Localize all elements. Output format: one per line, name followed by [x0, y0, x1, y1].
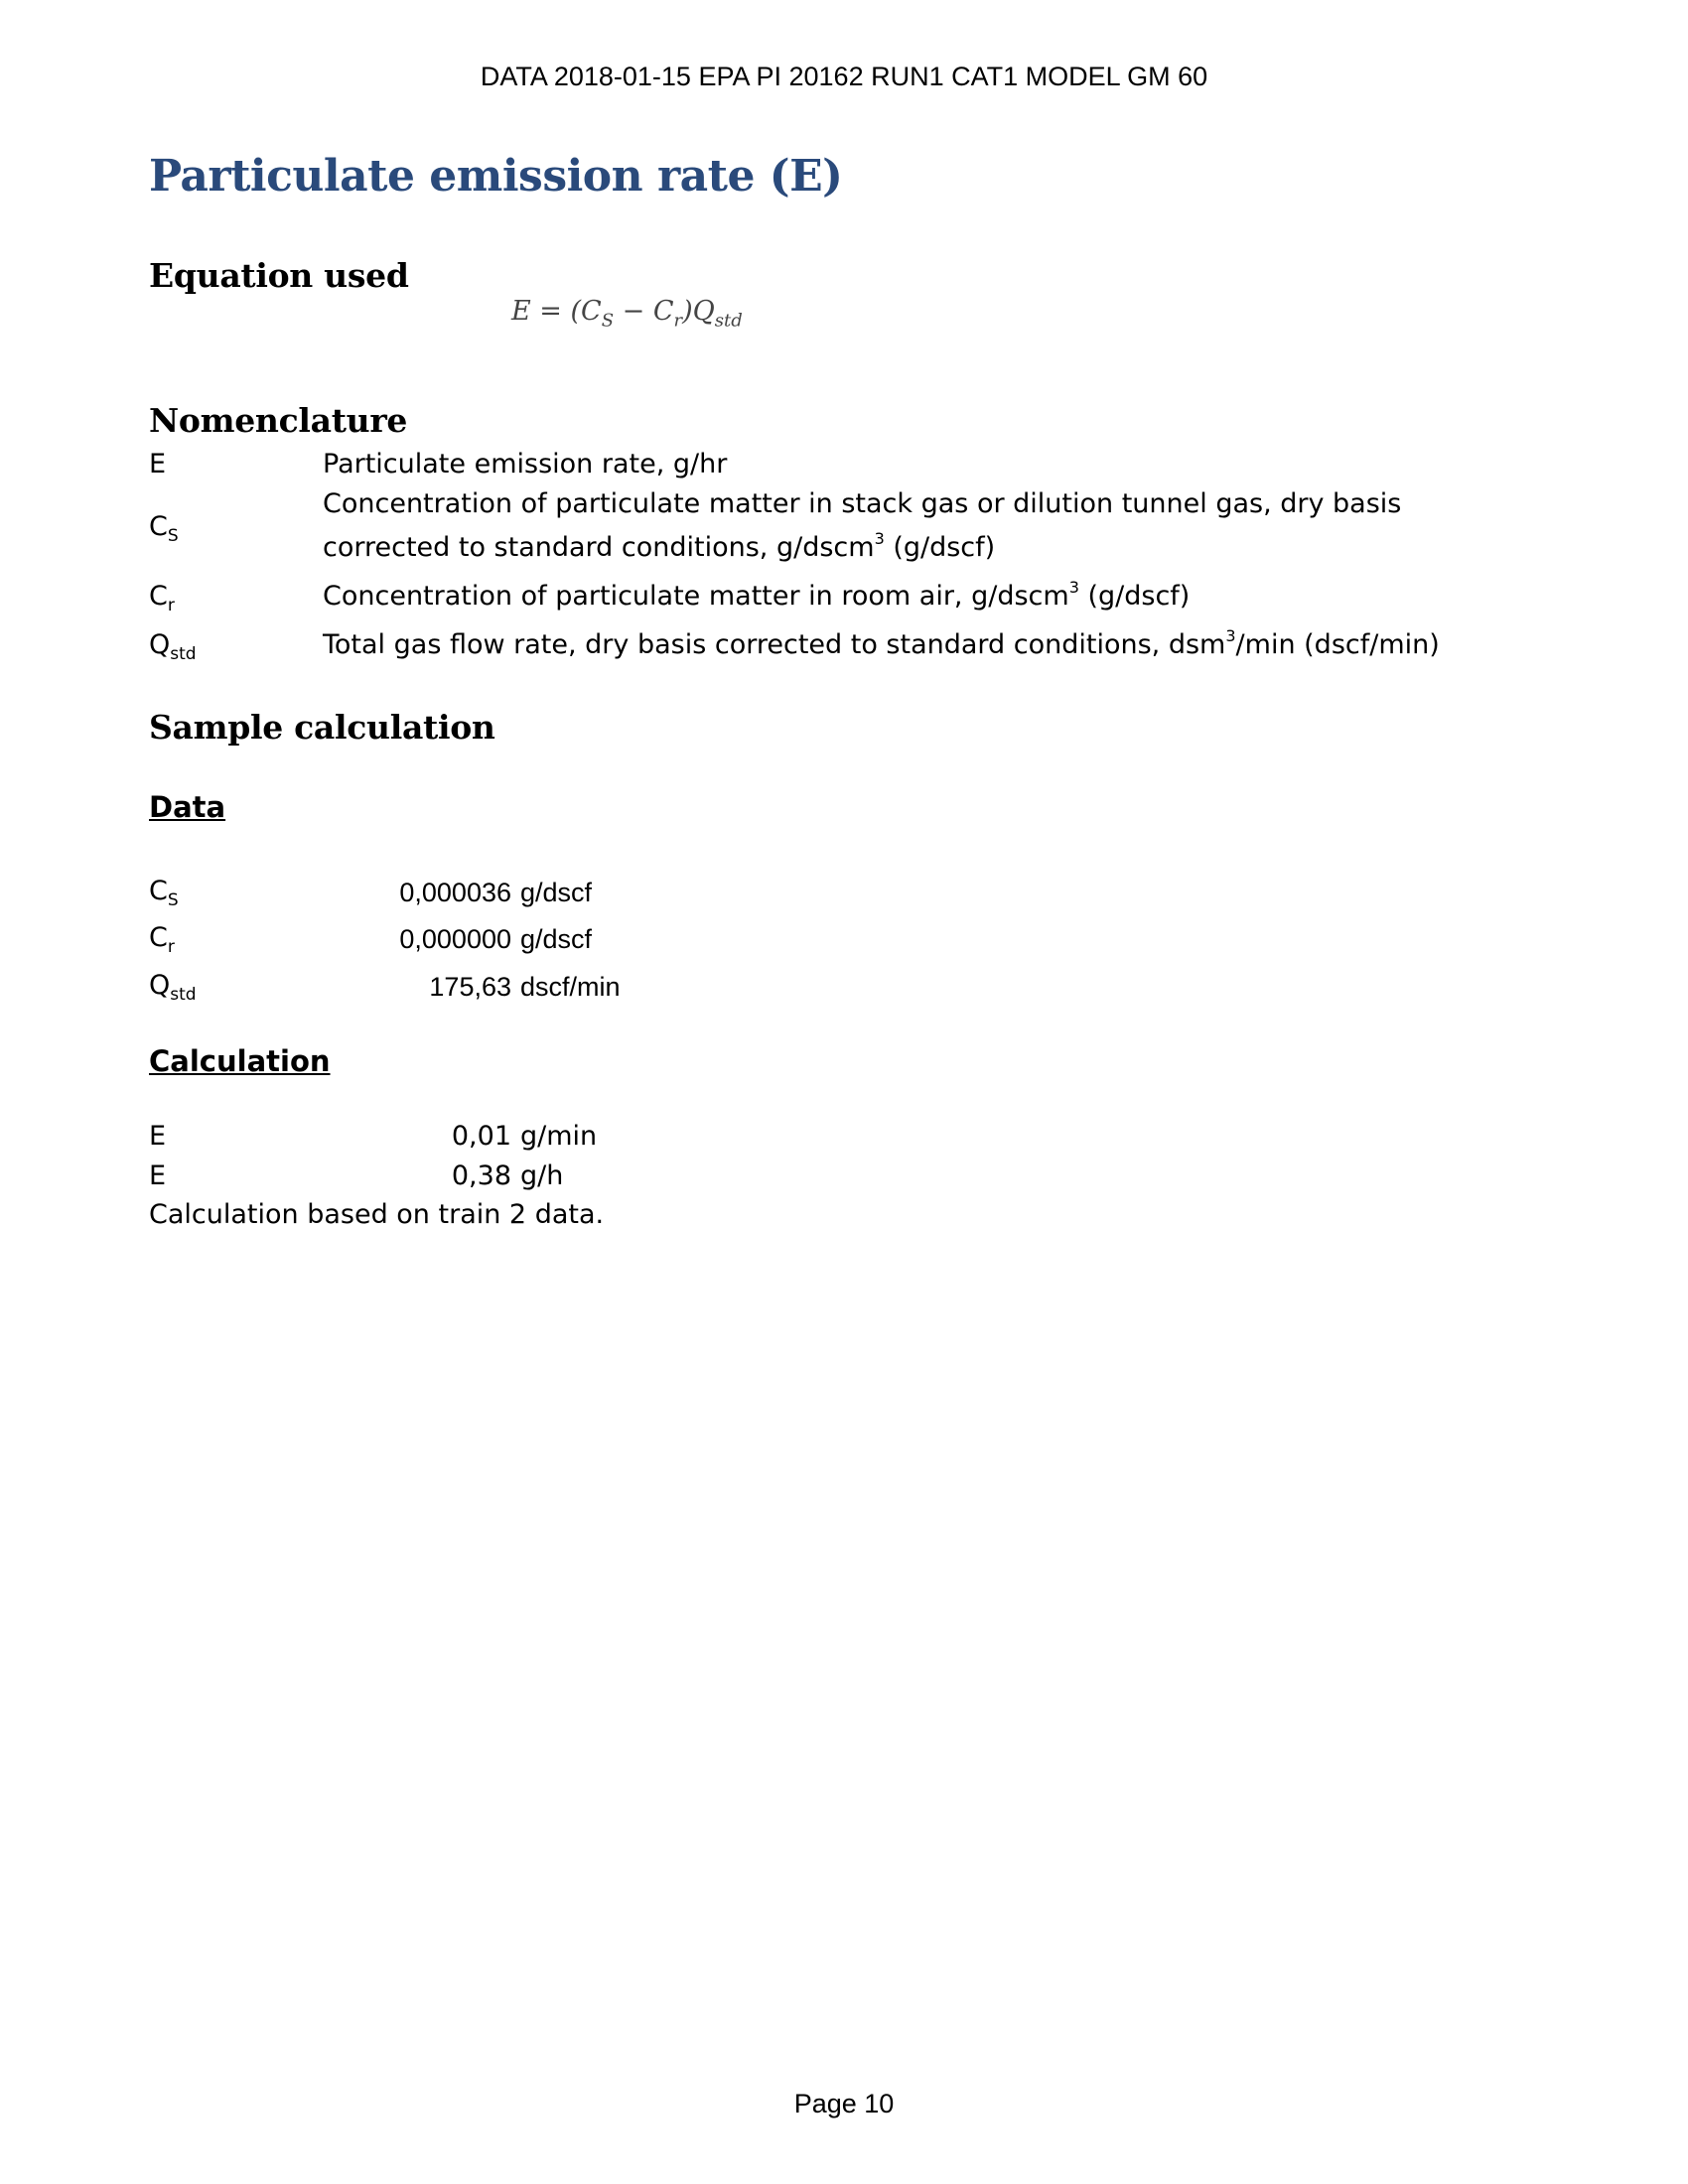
symbol-subscript: S: [167, 890, 179, 910]
nomenclature-description: [323, 529, 996, 563]
desc-superscript: 3: [1225, 626, 1236, 645]
eq-part: E = (C: [511, 296, 602, 327]
desc-text: Concentration of particulate matter in room air, g/dscm: [323, 581, 1069, 612]
symbol-letter: C: [149, 922, 168, 953]
nomenclature-symbol: [149, 629, 197, 664]
symbol-subscript: std: [170, 985, 197, 1005]
data-subheading: Data: [149, 790, 226, 824]
nomenclature-symbol: [149, 511, 179, 546]
data-unit: dscf/min: [520, 972, 621, 1002]
symbol-letter: C: [149, 581, 168, 612]
data-unit: g/dscf: [520, 878, 593, 907]
data-symbol: [149, 922, 175, 957]
calculation-note: Calculation based on train 2 data.: [149, 1199, 605, 1230]
eq-part: )Q: [682, 296, 715, 327]
desc-text: corrected to standard conditions, g/dscm: [323, 532, 875, 563]
eq-sub: S: [601, 310, 615, 332]
desc-text: (g/dscf): [1078, 581, 1191, 612]
sample-calculation-heading: Sample calculation: [149, 708, 495, 747]
desc-text: /min (dscf/min): [1235, 629, 1440, 660]
nomenclature-description: [323, 626, 1440, 660]
eq-sub: std: [714, 310, 743, 332]
calc-symbol: E: [149, 1160, 167, 1191]
nomenclature-symbol: [149, 581, 175, 615]
data-value: 0,000036: [399, 878, 511, 907]
calc-unit: g/min: [520, 1121, 598, 1152]
symbol-letter: Q: [149, 970, 171, 1001]
nomenclature-description: [323, 578, 1191, 612]
calc-value: 0,01: [451, 1121, 511, 1152]
symbol-subscript: r: [167, 596, 175, 615]
desc-superscript: 3: [1068, 578, 1079, 597]
calc-symbol: E: [149, 1121, 167, 1152]
symbol-letter: C: [149, 876, 168, 906]
nomenclature-symbol: [149, 449, 166, 479]
symbol-subscript: r: [167, 937, 175, 957]
page-number: Page 10: [793, 2089, 895, 2118]
data-value: 0,000000: [399, 924, 511, 954]
eq-part: − C: [614, 296, 674, 327]
calc-unit: g/h: [520, 1160, 564, 1191]
desc-superscript: 3: [874, 529, 885, 548]
data-value: 175,63: [429, 972, 511, 1002]
symbol-letter: C: [149, 511, 168, 542]
symbol-letter: E: [149, 449, 167, 479]
eq-sub: r: [673, 310, 683, 332]
symbol-subscript: std: [170, 644, 197, 664]
data-symbol: [149, 970, 197, 1005]
data-unit: g/dscf: [520, 924, 593, 954]
nomenclature-description: Particulate emission rate, g/hr: [323, 449, 728, 479]
page-title: Particulate emission rate (E): [149, 151, 843, 202]
nomenclature-heading: Nomenclature: [149, 401, 408, 440]
equation: [511, 296, 743, 331]
calculation-subheading: Calculation: [149, 1044, 331, 1078]
symbol-subscript: S: [167, 526, 179, 546]
calc-value: 0,38: [451, 1160, 511, 1191]
data-symbol: [149, 876, 179, 910]
nomenclature-description: Concentration of particulate matter in stack gas or dilution tunnel gas, dry basis: [323, 488, 1402, 519]
desc-text: Total gas flow rate, dry basis corrected to standard conditions, dsm: [323, 629, 1226, 660]
symbol-letter: Q: [149, 629, 171, 660]
desc-text: (g/dscf): [884, 532, 996, 563]
page-header: DATA 2018-01-15 EPA PI 20162 RUN1 CAT1 MODEL GM 60: [480, 62, 1208, 91]
equation-heading: Equation used: [149, 256, 409, 295]
